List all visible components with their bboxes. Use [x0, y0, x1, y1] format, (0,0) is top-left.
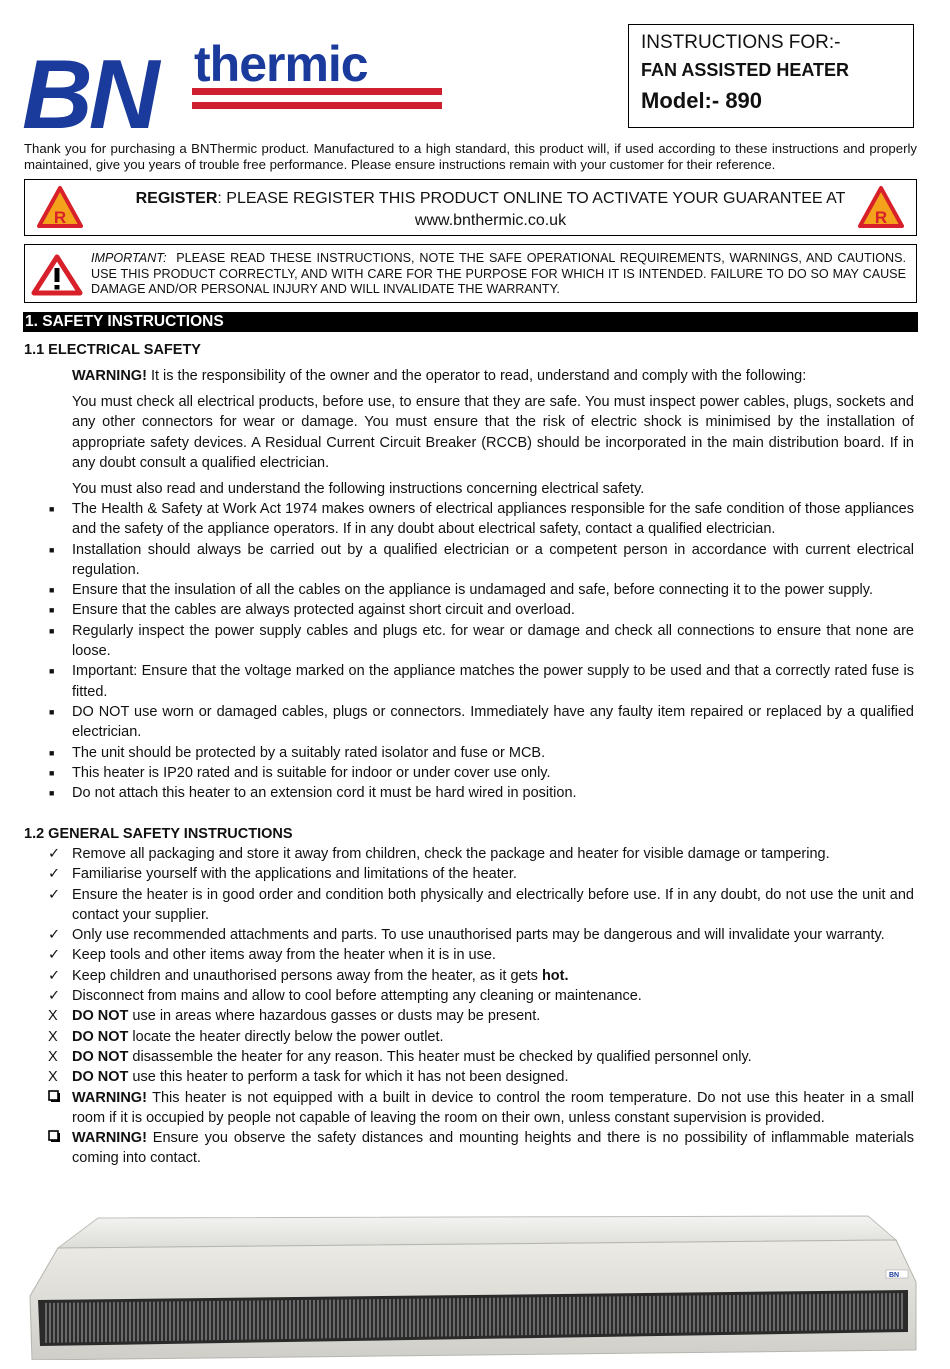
- important-label: IMPORTANT:: [91, 251, 167, 265]
- list-item: ✓ Remove all packaging and store it away from children, check the package and heater for visible damage or tampering.: [24, 844, 914, 864]
- register-r-icon: [37, 186, 83, 228]
- x-mark-icon: X: [48, 1008, 58, 1025]
- list-item: X DO NOT use this heater to perform a task for which it has not been designed.: [24, 1067, 914, 1087]
- instructions-for-label: INSTRUCTIONS FOR:-: [641, 32, 841, 53]
- list-item: ■ Installation should always be carried out by a qualified electrician or a competent person in accordance with current electrical regulation.: [49, 541, 914, 578]
- checkbox-bullet-icon: [48, 1128, 96, 1148]
- x-mark-icon: X: [48, 1069, 58, 1086]
- important-text: IMPORTANT: PLEASE READ THESE INSTRUCTIONS, NOTE THE SAFE OPERATIONAL REQUIREMENTS, WARNINGS, AND CAUTIONS. USE THIS PRODUCT CORRECTLY, AND WITH CARE FOR THE PURPOSE FOR WHICH IT IS INTENDED. FAILURE TO DO SO MAY CAUSE DAMAGE AND/OR PERSONAL INJURY AND WILL INVALIDATE THE WARRANTY.: [91, 251, 907, 296]
- instructions-title-box: [628, 24, 914, 128]
- important-box: [24, 244, 917, 303]
- heater-badge: BN: [889, 1272, 900, 1279]
- square-bullet-icon: ■: [49, 767, 55, 778]
- checkmark-icon: ✓: [48, 947, 61, 964]
- list-item: ■ Important: Ensure that the voltage marked on the appliance matches the power supply to be used and that a correctly rated fuse is fitted.: [49, 663, 914, 700]
- checkmark-icon: ✓: [48, 927, 61, 944]
- checkmark-icon: ✓: [48, 886, 61, 903]
- subsection-heading: 1.1 ELECTRICAL SAFETY: [24, 342, 201, 358]
- checkmark-icon: ✓: [48, 967, 61, 984]
- list-item: ■ This heater is IP20 rated and is suitable for indoor or under cover use only.: [24, 763, 914, 783]
- list-item: ■ DO NOT use worn or damaged cables, plugs or connectors. Immediately have any faulty item repaired or replaced by a qualified electrician.: [49, 703, 914, 741]
- bnthermic-logo: [22, 40, 452, 140]
- list-item: ✓ Keep tools and other items away from the heater when it is in use.: [24, 945, 914, 965]
- square-bullet-icon: ■: [49, 666, 55, 677]
- checkmark-icon: ✓: [48, 988, 61, 1005]
- square-bullet-icon: ■: [49, 747, 55, 758]
- list-item: ■ Ensure that the cables are always protected against short circuit and overload.: [24, 600, 914, 620]
- intro-paragraph: Thank you for purchasing a BNThermic product. Manufactured to a high standard, this product will, if used according to these instructions and properly maintained, give you years of trouble free performance. Please ensure instructions remain with your customer for their reference.: [24, 141, 917, 172]
- list-item: ■ Regularly inspect the power supply cables and plugs etc. for wear or damage and check all connections to ensure that none are loose.: [49, 622, 914, 660]
- square-bullet-icon: ■: [49, 605, 55, 616]
- checkbox-bullet-icon: [48, 1088, 96, 1108]
- electrical-bullet-list: [24, 499, 914, 803]
- svg-text:thermic: thermic: [194, 40, 368, 92]
- register-r-icon: [858, 186, 904, 228]
- section-heading: 1. SAFETY INSTRUCTIONS: [23, 312, 918, 332]
- square-bullet-icon: ■: [49, 585, 55, 596]
- svg-text:R: R: [874, 208, 888, 227]
- list-item: ■ The unit should be protected by a suitably rated isolator and fuse or MCB.: [24, 743, 914, 763]
- product-type: FAN ASSISTED HEATER: [641, 60, 850, 80]
- square-bullet-icon: ■: [49, 544, 55, 555]
- list-item: ✓ Disconnect from mains and allow to cool before attempting any cleaning or maintenance.: [24, 986, 914, 1006]
- square-bullet-icon: ■: [49, 706, 55, 717]
- list-item: X DO NOT locate the heater directly below the power outlet.: [24, 1027, 914, 1047]
- svg-text:BN: BN: [22, 40, 156, 140]
- x-mark-icon: X: [48, 1048, 58, 1065]
- checkmark-icon: ✓: [48, 846, 61, 862]
- list-item: WARNING! This heater is not equipped with a built in device to control the room temperature. Do not use this heater in a small room if it is occupied by people not capable of leaving the room on their own, unless constant supervision is provided.: [24, 1088, 914, 1129]
- general-safety-list: [24, 844, 914, 1169]
- warning-paragraph: WARNING! It is the responsibility of the owner and the operator to read, understand and comply with the following:: [72, 368, 807, 384]
- list-item: ■ Ensure that the insulation of all the cables on the appliance is undamaged and safe, before connecting it to the power supply.: [24, 580, 914, 600]
- square-bullet-icon: ■: [49, 625, 55, 636]
- list-item: ✓ Ensure the heater is in good order and condition both physically and electrically before use. If in any doubt, do not use the unit and contact your supplier.: [48, 886, 914, 923]
- register-label: REGISTER: [135, 190, 218, 207]
- electrical-check-paragraph: You must check all electrical products, before use, to ensure that they are safe. You must inspect power cables, plugs, sockets and any other connectors for wear or damage. You must ensure that the risk of electric shock is minimised by the installation of appropriate safety devices. A Residual Current Circuit Breaker (RCCB) should be incorporated in the main distribution board. If in any doubt consult a qualified electrician.: [72, 394, 914, 471]
- list-item: WARNING! Ensure you observe the safety distances and mounting heights and there is no possibility of inflammable materials coming into contact.: [24, 1128, 914, 1169]
- x-mark-icon: X: [48, 1028, 58, 1045]
- list-item: ■ The Health & Safety at Work Act 1974 makes owners of electrical appliances responsible for the safe condition of those appliances and the safety of the appliance operators. If in any doubt about electrical safety, contact a qualified electrician.: [49, 501, 914, 538]
- list-item: X DO NOT use in areas where hazardous gasses or dusts may be present.: [24, 1006, 914, 1026]
- list-item: ✓ Familiarise yourself with the applications and limitations of the heater.: [24, 864, 914, 884]
- checkmark-icon: ✓: [48, 866, 61, 883]
- register-box: [24, 179, 917, 236]
- heater-product-image: [28, 1200, 920, 1360]
- square-bullet-icon: ■: [49, 788, 55, 799]
- subsection-heading: 1.2 GENERAL SAFETY INSTRUCTIONS: [24, 826, 293, 842]
- list-item: ■ Do not attach this heater to an extension cord it must be hard wired in position.: [24, 783, 914, 803]
- electrical-read-paragraph: You must also read and understand the following instructions concerning electrical safety.: [72, 481, 645, 497]
- svg-text:R: R: [53, 208, 67, 227]
- list-item: ✓ Only use recommended attachments and parts. To use unauthorised parts may be dangerous and will invalidate your warranty.: [24, 925, 914, 945]
- square-bullet-icon: ■: [49, 504, 55, 514]
- register-url[interactable]: www.bnthermic.co.uk: [414, 212, 567, 229]
- model-number: Model:- 890: [641, 88, 763, 113]
- warning-triangle-icon: [31, 254, 83, 296]
- list-item: X DO NOT disassemble the heater for any reason. This heater must be checked by qualified personnel only.: [24, 1047, 914, 1067]
- register-text: REGISTER: PLEASE REGISTER THIS PRODUCT ONLINE TO ACTIVATE YOUR GUARANTEE AT www.bnthermic.co.uk: [135, 188, 846, 232]
- list-item: ✓ Keep children and unauthorised persons away from the heater, as it gets hot.: [24, 966, 914, 986]
